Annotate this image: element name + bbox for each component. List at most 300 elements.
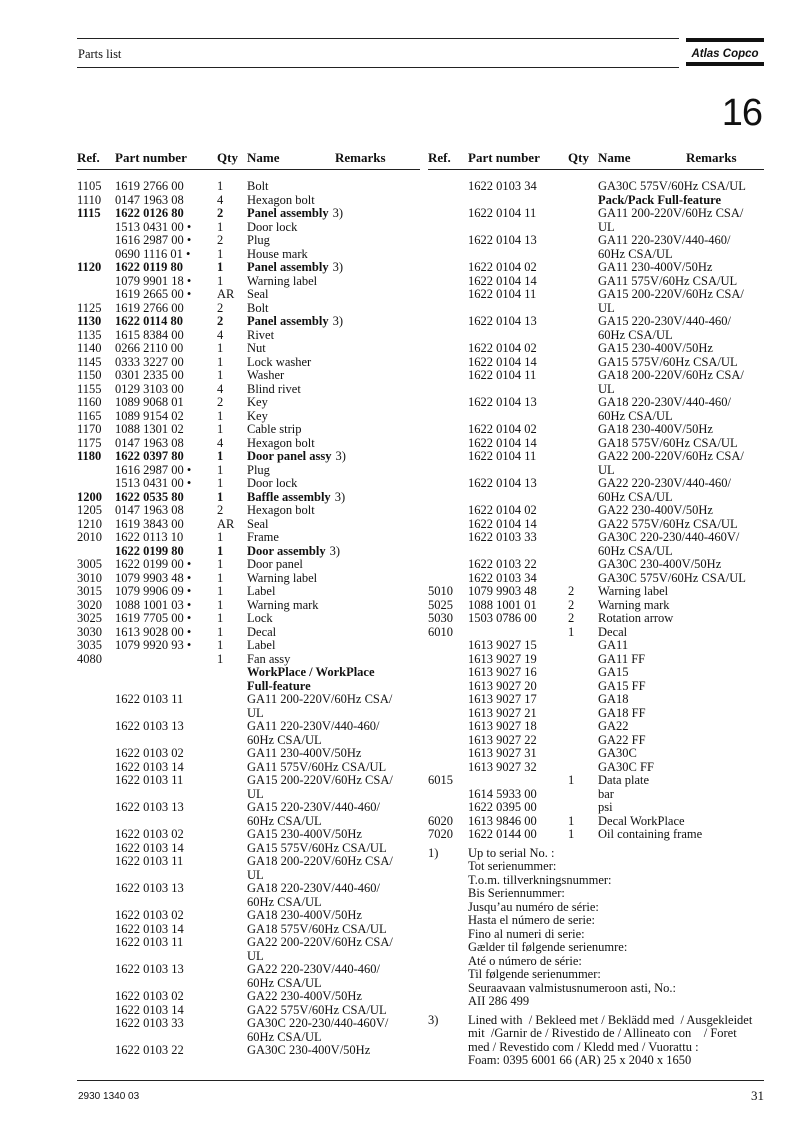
item-name: UL: [598, 381, 615, 396]
part-number-cell: [115, 977, 217, 991]
ref-cell: 1205: [77, 503, 102, 517]
table-row: [428, 707, 764, 721]
part-number-cell: 1622 0104 13: [468, 395, 537, 409]
part-number-cell: 1622 0103 13: [115, 800, 184, 814]
item-name: Pack/Pack Full-feature: [598, 192, 722, 207]
table-row: [428, 531, 764, 545]
qty-cell: 1: [217, 543, 224, 558]
name-cell: [598, 396, 764, 410]
ref-cell: [428, 329, 468, 343]
name-cell: [247, 734, 420, 748]
qty-cell: [217, 693, 247, 707]
name-cell: [598, 761, 764, 775]
table-row: [77, 572, 420, 586]
part-number-cell: 0266 2110 00: [115, 341, 184, 355]
ref-cell: [428, 288, 468, 302]
table-row: [428, 680, 764, 694]
ref-cell: [428, 653, 468, 667]
qty-cell: [568, 788, 598, 802]
qty-cell: 1: [217, 638, 224, 652]
table-row: [77, 423, 420, 437]
table-row: [428, 734, 764, 748]
name-cell: [247, 518, 420, 532]
name-cell: [598, 518, 764, 532]
item-name: GA18 200-220V/60Hz CSA/: [598, 368, 744, 382]
item-name: GA11 220-230V/440-460/: [247, 719, 380, 733]
name-cell: [247, 666, 420, 680]
ref-cell: 1110: [77, 192, 102, 207]
part-number-cell: [115, 680, 217, 694]
name-cell: [247, 275, 420, 289]
part-number-cell: 1622 0104 13: [468, 476, 537, 490]
item-name: Door lock: [247, 476, 298, 490]
item-name: UL: [598, 300, 615, 315]
footnote-line: mit /Garnir de / Rivestido de / Allineato con / Foret: [468, 1026, 737, 1040]
name-cell: [598, 369, 764, 383]
ref-cell: [77, 1031, 115, 1045]
footnote-line: Up to serial No. :: [468, 845, 555, 860]
part-number-cell: 1622 0103 11: [115, 935, 184, 949]
ref-cell: 1210: [77, 516, 102, 531]
name-cell: [598, 180, 764, 194]
qty-cell: [217, 855, 247, 869]
table-row: [77, 909, 420, 923]
name-cell: [598, 504, 764, 518]
ref-cell: [428, 221, 468, 235]
table-row: [428, 234, 764, 248]
part-number-cell: [468, 774, 568, 788]
part-number-cell: 1622 0103 13: [115, 719, 184, 733]
name-cell: [247, 248, 420, 262]
name-cell: [247, 1044, 420, 1058]
ref-cell: [428, 801, 468, 815]
footnote-text: [468, 847, 764, 1009]
qty-cell: 1: [217, 530, 224, 544]
ref-cell: [77, 248, 115, 262]
table-row: [428, 774, 764, 788]
item-name: UL: [247, 705, 264, 720]
name-cell: [598, 437, 764, 451]
part-number-cell: 0147 1963 08: [115, 192, 184, 207]
qty-cell: 1: [217, 422, 224, 436]
part-number-cell: 1622 0104 11: [468, 206, 537, 220]
ref-cell: [77, 707, 115, 721]
parts-table-left: [77, 150, 420, 1058]
item-name: 60Hz CSA/UL: [247, 894, 322, 909]
table-row: [77, 558, 420, 572]
table-row: [77, 626, 420, 640]
ref-cell: [428, 666, 468, 680]
part-number-cell: 1079 9903 48: [468, 584, 537, 598]
footnotes: [428, 847, 764, 1068]
part-number-cell: 1622 0199 80: [115, 543, 184, 558]
name-cell: [247, 396, 420, 410]
ref-cell: [77, 774, 115, 788]
item-name: 60Hz CSA/UL: [598, 408, 673, 423]
item-name: Data plate: [598, 773, 650, 787]
item-name: Hexagon bolt: [247, 435, 315, 450]
part-number-cell: 1619 7705 00 •: [115, 611, 192, 625]
table-row: [77, 437, 420, 451]
qty-cell: 1: [217, 597, 224, 612]
qty-cell: [217, 882, 247, 896]
item-name: GA22 200-220V/60Hz CSA/: [247, 935, 393, 949]
table-row: [77, 761, 420, 775]
item-name: GA15: [598, 665, 629, 679]
footnote-key: 1): [428, 845, 439, 860]
ref-cell: [428, 302, 468, 316]
part-number-cell: 1079 9906 09 •: [115, 584, 192, 598]
table-row: [77, 383, 420, 397]
name-cell: [247, 1017, 420, 1031]
table-row: [77, 1017, 420, 1031]
name-cell: [247, 504, 420, 518]
ref-cell: [77, 923, 115, 937]
ref-cell: 3035: [77, 638, 102, 652]
item-name: 60Hz CSA/UL: [247, 813, 322, 828]
part-number-cell: 1079 9920 93 •: [115, 638, 192, 652]
part-number-cell: [468, 302, 568, 316]
footnote-line: Até o número de série:: [468, 953, 582, 968]
ref-cell: 1105: [77, 179, 102, 193]
part-number-cell: 1622 0104 13: [468, 233, 537, 247]
qty-cell: 1: [217, 408, 224, 423]
name-cell: [247, 936, 420, 950]
name-cell: [598, 342, 764, 356]
name-cell: [247, 639, 420, 653]
item-name: GA18: [598, 692, 629, 706]
name-cell: [598, 234, 764, 248]
item-name: Lock: [247, 611, 273, 625]
item-name: GA22 200-220V/60Hz CSA/: [598, 449, 744, 463]
ref-cell: [428, 531, 468, 545]
table-row: [77, 923, 420, 937]
table-row: [428, 747, 764, 761]
table-row: [77, 774, 420, 788]
ref-cell: [77, 221, 115, 235]
name-cell: [247, 491, 420, 505]
qty-cell: [217, 950, 247, 964]
name-cell: [598, 707, 764, 721]
name-cell: [247, 1004, 420, 1018]
item-name: GA18 FF: [598, 705, 646, 720]
table-row: [428, 491, 764, 505]
name-cell: [247, 302, 420, 316]
ref-cell: [77, 693, 115, 707]
qty-cell: [217, 747, 247, 761]
document-code: 2930 1340 03: [78, 1091, 140, 1102]
part-number-cell: 1622 0103 14: [115, 921, 184, 936]
qty-cell: [568, 477, 598, 491]
ref-cell: [428, 396, 468, 410]
name-cell: [598, 207, 764, 221]
table-row: [77, 369, 420, 383]
table-row: [428, 626, 764, 640]
ref-cell: [428, 207, 468, 221]
item-name: GA22 FF: [598, 732, 646, 747]
footnote-line: Foam: 0395 6001 66 (AR) 25 x 2040 x 1650: [468, 1053, 692, 1067]
ref-cell: [428, 747, 468, 761]
table-row: [77, 653, 420, 667]
name-cell: [247, 774, 420, 788]
item-name: GA22 220-230V/440-460/: [247, 962, 380, 976]
part-number-cell: 1513 0431 00 •: [115, 219, 192, 234]
qty-cell: [217, 869, 247, 883]
item-name: GA22 575V/60Hz CSA/UL: [598, 516, 738, 531]
table-row: [77, 693, 420, 707]
ref-cell: 1155: [77, 381, 102, 396]
name-cell: [598, 194, 764, 208]
qty-cell: 1: [217, 354, 224, 369]
table-row: [428, 315, 764, 329]
part-number-cell: 1622 0104 02: [468, 422, 537, 436]
item-name: GA18 230-400V/50Hz: [598, 422, 713, 436]
item-name: GA11 230-400V/50Hz: [247, 746, 362, 760]
name-cell: [247, 963, 420, 977]
qty-cell: [217, 815, 247, 829]
qty-cell: [568, 221, 598, 235]
table-row: [77, 450, 420, 464]
part-number-cell: [468, 194, 568, 208]
section-number: 16: [721, 92, 762, 134]
ref-cell: [428, 545, 468, 559]
item-name: GA18 220-230V/440-460/: [247, 881, 380, 895]
part-number-cell: 1622 0103 02: [115, 827, 184, 841]
part-number-cell: 1613 9027 32: [468, 759, 537, 774]
part-number-cell: 1622 0104 14: [468, 516, 537, 531]
header-ref: Ref.: [428, 150, 451, 165]
ref-cell: [428, 558, 468, 572]
part-number-cell: 1622 0104 13: [468, 314, 537, 328]
qty-cell: [568, 248, 598, 262]
name-cell: [247, 882, 420, 896]
item-name: 60Hz CSA/UL: [598, 327, 673, 342]
qty-cell: [568, 801, 598, 815]
name-cell: [247, 180, 420, 194]
name-cell: [247, 693, 420, 707]
part-number-cell: [115, 707, 217, 721]
name-cell: [598, 599, 764, 613]
name-cell: [598, 491, 764, 505]
table-row: [77, 518, 420, 532]
qty-cell: 2: [568, 597, 575, 612]
part-number-cell: 1622 0103 02: [115, 746, 184, 760]
name-cell: [247, 680, 420, 694]
name-cell: [247, 977, 420, 991]
item-name: Oil containing frame: [598, 827, 703, 841]
item-name: GA18 220-230V/440-460/: [598, 395, 731, 409]
item-name: 60Hz CSA/UL: [598, 543, 673, 558]
part-number-cell: 1622 0103 02: [115, 908, 184, 922]
qty-cell: [568, 707, 598, 721]
qty-cell: [568, 275, 598, 289]
ref-cell: [428, 720, 468, 734]
name-cell: [598, 680, 764, 694]
qty-cell: 4: [217, 381, 224, 396]
ref-cell: [77, 869, 115, 883]
item-name: Rivet: [247, 327, 275, 342]
name-cell: [247, 828, 420, 842]
part-number-cell: [468, 626, 568, 640]
ref-cell: [77, 963, 115, 977]
name-cell: [598, 801, 764, 815]
name-cell: [247, 855, 420, 869]
header-remarks: Remarks: [686, 150, 737, 165]
atlas-copco-logo: [686, 37, 764, 67]
item-name: Decal WorkPlace: [598, 813, 685, 828]
qty-cell: [568, 518, 598, 532]
table-row: [77, 234, 420, 248]
table-row: [428, 194, 764, 208]
ref-cell: [77, 464, 115, 478]
qty-cell: [568, 423, 598, 437]
qty-cell: 1: [217, 246, 224, 261]
name-cell: [247, 869, 420, 883]
name-cell: [247, 909, 420, 923]
item-name: Seal: [247, 516, 269, 531]
qty-cell: 2: [568, 611, 575, 625]
part-number-cell: 0147 1963 08: [115, 503, 184, 517]
item-name: UL: [247, 948, 264, 963]
table-row: [77, 531, 420, 545]
qty-cell: 2: [217, 314, 224, 328]
header-ref: Ref.: [77, 150, 100, 165]
table-row: [428, 518, 764, 532]
qty-cell: [217, 842, 247, 856]
ref-cell: [77, 855, 115, 869]
table-row: [428, 815, 764, 829]
table-row: [77, 747, 420, 761]
qty-cell: [217, 720, 247, 734]
name-cell: [247, 585, 420, 599]
ref-cell: [77, 882, 115, 896]
part-number-cell: 1616 2987 00 •: [115, 462, 192, 477]
item-name: Door assembly: [247, 543, 326, 558]
ref-cell: 1165: [77, 408, 102, 423]
qty-cell: [217, 963, 247, 977]
table-row: [428, 761, 764, 775]
ref-cell: 1150: [77, 368, 102, 382]
ref-cell: 3020: [77, 597, 102, 612]
item-name: Warning mark: [247, 597, 319, 612]
part-number-cell: [115, 788, 217, 802]
name-cell: [247, 923, 420, 937]
part-number-cell: 1622 0114 80: [115, 314, 184, 328]
item-name: GA11 FF: [598, 651, 646, 666]
table-row: [77, 315, 420, 329]
part-number-cell: 1622 0113 10: [115, 530, 184, 544]
ref-cell: [428, 437, 468, 451]
item-name: Cable strip: [247, 422, 302, 436]
ref-cell: 6015: [428, 773, 453, 787]
qty-cell: [568, 261, 598, 275]
qty-cell: [217, 707, 247, 721]
table-row: [77, 302, 420, 316]
footnote-line: Gælder til følgende serienumre:: [468, 940, 628, 954]
name-cell: [247, 221, 420, 235]
item-name: GA15 230-400V/50Hz: [247, 827, 362, 841]
table-header-right: [428, 150, 764, 170]
item-name: Hexagon bolt: [247, 503, 315, 517]
item-name: GA11 200-220V/60Hz CSA/: [247, 692, 393, 706]
item-name: Decal: [247, 624, 277, 639]
table-row: [77, 180, 420, 194]
table-row: [428, 599, 764, 613]
part-number-cell: [115, 653, 217, 667]
qty-cell: [217, 1044, 247, 1058]
table-row: [77, 356, 420, 370]
item-name: WorkPlace / WorkPlace: [247, 665, 375, 679]
ref-cell: [428, 680, 468, 694]
header-name: Name: [247, 150, 280, 165]
part-number-cell: 1622 0104 11: [468, 368, 537, 382]
ref-cell: [77, 288, 115, 302]
qty-cell: 2: [217, 233, 224, 247]
table-row: [77, 896, 420, 910]
remark: 3): [332, 260, 344, 274]
ref-cell: [77, 1017, 115, 1031]
qty-cell: [217, 666, 247, 680]
item-name: GA15 FF: [598, 678, 646, 693]
name-cell: [598, 302, 764, 316]
ref-cell: [77, 477, 115, 491]
part-number-cell: 1613 9028 00 •: [115, 624, 192, 639]
header-remarks: Remarks: [335, 150, 386, 165]
table-row: [77, 963, 420, 977]
part-number-cell: 1619 3843 00: [115, 516, 184, 531]
qty-cell: 4: [217, 327, 224, 342]
part-number-cell: 1616 2987 00 •: [115, 233, 192, 247]
table-row: [77, 599, 420, 613]
qty-cell: 1: [217, 260, 224, 274]
item-name: GA11 230-400V/50Hz: [598, 260, 713, 274]
table-row: [77, 680, 420, 694]
ref-cell: 1115: [77, 206, 101, 220]
qty-cell: 1: [217, 624, 224, 639]
remark: 3): [332, 206, 344, 220]
qty-cell: 1: [217, 219, 224, 234]
item-name: GA18 230-400V/50Hz: [247, 908, 362, 922]
part-number-cell: 1503 0786 00: [468, 611, 537, 625]
name-cell: [247, 356, 420, 370]
table-row: [77, 464, 420, 478]
item-name: Lock washer: [247, 354, 312, 369]
part-number-cell: 1615 8384 00: [115, 327, 184, 342]
table-row: [77, 477, 420, 491]
part-number-cell: 1513 0431 00 •: [115, 476, 192, 490]
qty-cell: [217, 734, 247, 748]
item-name: UL: [598, 462, 615, 477]
item-name: Door panel: [247, 557, 303, 571]
qty-cell: [568, 531, 598, 545]
table-row: [428, 396, 764, 410]
table-row: [77, 1044, 420, 1058]
name-cell: [598, 612, 764, 626]
item-name: Door lock: [247, 219, 298, 234]
item-name: GA11 220-230V/440-460/: [598, 233, 731, 247]
table-row: [77, 194, 420, 208]
header-part-number: Part number: [115, 150, 187, 165]
part-number-cell: [115, 666, 217, 680]
ref-cell: 1130: [77, 314, 102, 328]
item-name: Key: [247, 408, 268, 423]
table-row: [428, 450, 764, 464]
item-name: GA18 575V/60Hz CSA/UL: [598, 435, 738, 450]
part-number-cell: 1613 9027 16: [468, 665, 537, 679]
part-number-cell: [468, 221, 568, 235]
footnote-line: AII 286 499: [468, 994, 530, 1008]
table-row: [77, 1031, 420, 1045]
